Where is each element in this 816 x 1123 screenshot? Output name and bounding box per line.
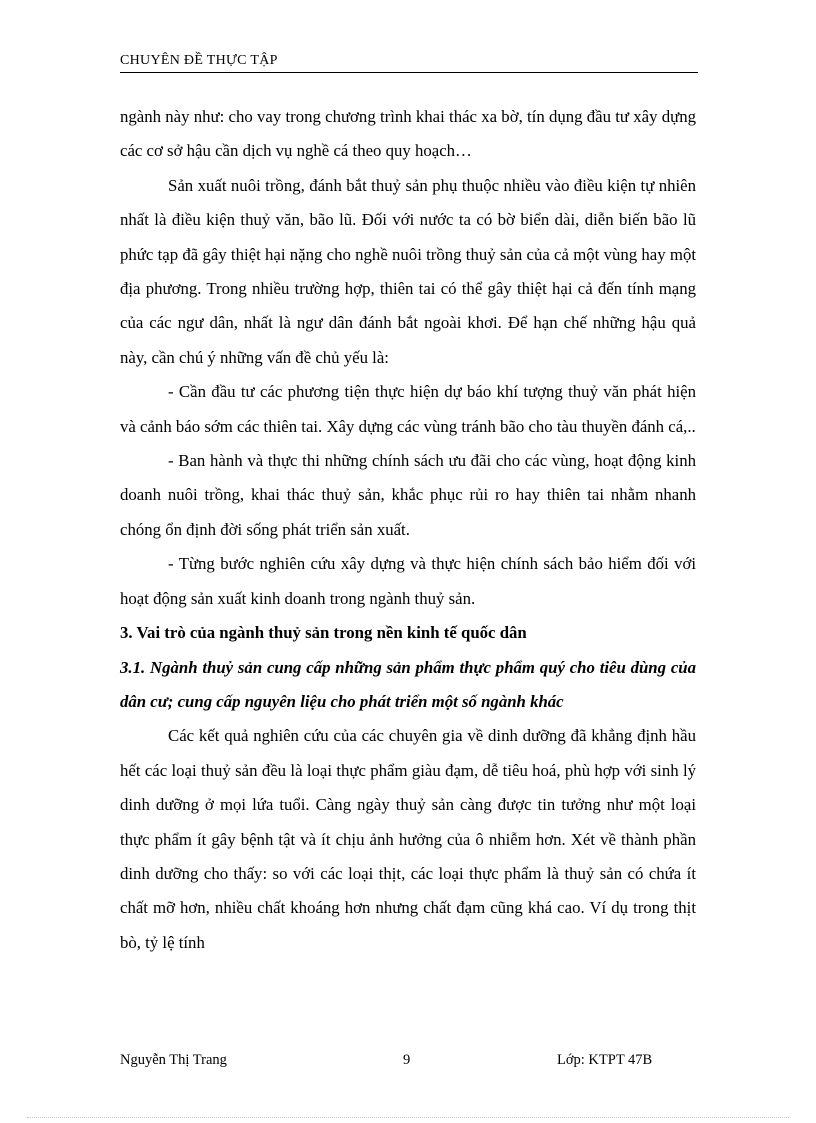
paragraph-continuation: ngành này như: cho vay trong chương trình khai thác xa bờ, tín dụng đầu tư xây dựng các cơ sở hậu cần dịch vụ nghề cá theo quy hoạch… bbox=[120, 107, 696, 161]
paragraph-bullet-insurance: - Từng bước nghiên cứu xây dựng và thực hiện chính sách bảo hiểm đối với hoạt động sản xuất kinh doanh trong ngành thuỷ sản. bbox=[120, 554, 696, 608]
document-body bbox=[120, 100, 696, 960]
page-edge-divider bbox=[27, 1117, 789, 1118]
footer-class-label: Lớp: KTPT 47B bbox=[557, 1052, 653, 1068]
paragraph-bullet-forecast: - Cần đầu tư các phương tiện thực hiện dự báo khí tượng thuỷ văn phát hiện và cảnh báo sớm các thiên tai. Xây dựng các vùng tránh bão cho tàu thuyền đánh cá,.. bbox=[120, 382, 696, 436]
page-number: 9 bbox=[403, 1052, 411, 1068]
paragraph-natural-conditions: Sản xuất nuôi trồng, đánh bắt thuỷ sản phụ thuộc nhiều vào điều kiện tự nhiên nhất là điều kiện thuỷ văn, bão lũ. Đối với nước ta có bờ biển dài, diễn biến bão lũ phức tạp đã gây thiệt hại nặng cho nghề nuôi trồng thuỷ sản của cả một vùng hay một địa phương. Trong nhiều trường hợp, thiên tai có thể gây thiệt hại cả đến tính mạng của các ngư dân, nhất là ngư dân đánh bắt ngoài khơi. Để hạn chế những hậu quả này, cần chú ý những vấn đề chủ yếu là: bbox=[120, 175, 696, 367]
section-heading-3: 3. Vai trò của ngành thuỷ sản trong nền kinh tế quốc dân bbox=[120, 623, 527, 643]
page-header bbox=[120, 52, 698, 73]
footer-author: Nguyễn Thị Trang bbox=[120, 1052, 227, 1068]
paragraph-bullet-policy: - Ban hành và thực thi những chính sách ưu đãi cho các vùng, hoạt động kinh doanh nuôi trồng, khai thác thuỷ sản, khắc phục rủi ro hay thiên tai nhằm nhanh chóng ổn định đời sống phát triển sản xuất. bbox=[120, 451, 696, 539]
section-heading-3-1: 3.1. Ngành thuỷ sản cung cấp những sản phẩm thực phẩm quý cho tiêu dùng của dân cư; cung cấp nguyên liệu cho phát triển một số ngành khác bbox=[120, 657, 696, 711]
page-footer bbox=[120, 1049, 698, 1071]
paragraph-nutrition: Các kết quả nghiên cứu của các chuyên gia về dinh dưỡng đã khẳng định hầu hết các loại thuỷ sản đều là loại thực phẩm giàu đạm, dễ tiêu hoá, phù hợp với sinh lý dinh dưỡng ở mọi lứa tuổi. Càng ngày thuỷ sản càng được tin tưởng như một loại thực phẩm ít gây bệnh tật và ít chịu ảnh hưởng của ô nhiễm hơn. Xét về thành phần dinh dưỡng cho thấy: so với các loại thịt, các loại thực phẩm là thuỷ sản có chứa ít chất mỡ hơn, nhiều chất khoáng hơn nhưng chất đạm cũng khá cao. Ví dụ trong thịt bò, tỷ lệ tính bbox=[120, 726, 696, 952]
header-title: CHUYÊN ĐỀ THỰC TẬP bbox=[120, 53, 278, 68]
